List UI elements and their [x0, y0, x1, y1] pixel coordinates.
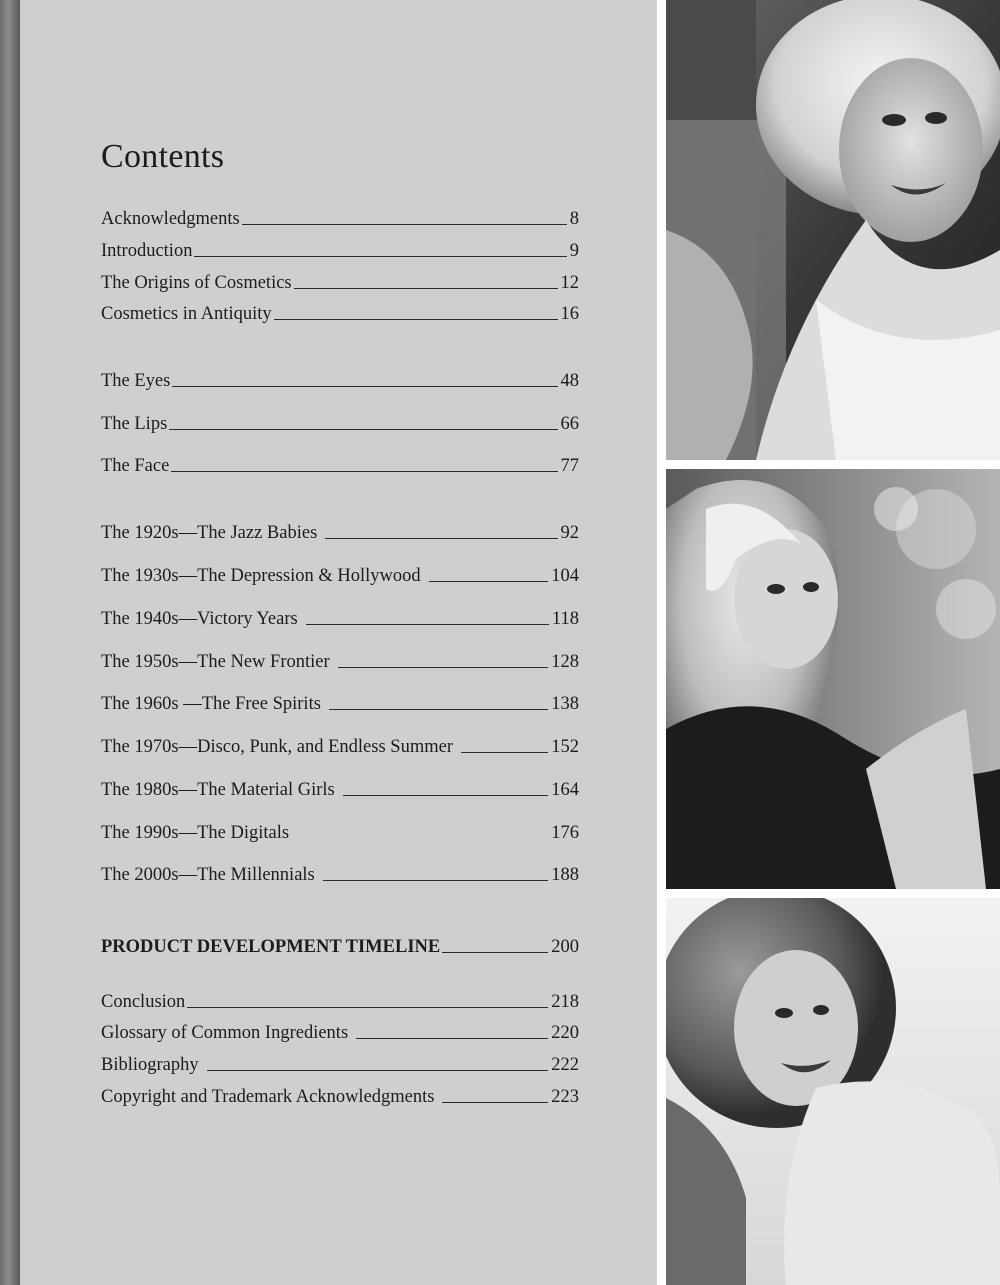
toc-entry-conclusion[interactable]: [101, 987, 579, 1013]
toc-entry-page: 152: [551, 737, 579, 757]
toc-entry-page: 12: [560, 273, 579, 293]
portrait-photo-middle: [666, 469, 1000, 889]
toc-entry-page: 8: [569, 209, 579, 229]
toc-entry-origins[interactable]: [101, 268, 579, 294]
dot-leader: [329, 709, 548, 710]
toc-entry-label: Cosmetics in Antiquity: [101, 304, 272, 324]
dot-leader: [323, 880, 549, 881]
toc-entry-page: 164: [551, 780, 579, 800]
toc-entry-page: 200: [551, 937, 579, 957]
toc-entry-label: Acknowledgments: [101, 209, 240, 229]
toc-entry-acknowledgments[interactable]: [101, 204, 579, 230]
toc-entry-page: 16: [560, 304, 579, 324]
dot-leader: [442, 952, 548, 953]
dot-leader: [194, 256, 566, 257]
toc-entry-label: The Eyes: [101, 371, 171, 391]
toc-entry-label: The Lips: [101, 414, 168, 434]
toc-entry-page: 48: [560, 371, 579, 391]
toc-entry-label: Bibliography: [101, 1055, 199, 1075]
toc-entry-label: The 1950s—The New Frontier: [101, 652, 330, 672]
toc-entry-1990s[interactable]: [101, 818, 579, 844]
toc-entry-page: 222: [551, 1055, 579, 1075]
toc-entry-page: 223: [551, 1087, 579, 1107]
toc-entry-1970s[interactable]: [101, 732, 579, 758]
dot-leader: [187, 1007, 548, 1008]
toc-entry-1940s[interactable]: [101, 604, 579, 630]
toc-entry-antiquity[interactable]: [101, 299, 579, 325]
toc-entry-label: The 1930s—The Depression & Hollywood: [101, 566, 421, 586]
toc-entry-2000s[interactable]: [101, 860, 579, 886]
toc-entry-label: The Origins of Cosmetics: [101, 273, 292, 293]
dot-leader: [294, 288, 558, 289]
toc-entry-page: 92: [560, 523, 579, 543]
toc-entry-page: 77: [560, 456, 579, 476]
portrait-photo-bottom: [666, 898, 1000, 1285]
toc-entry-bibliography[interactable]: [101, 1050, 579, 1076]
dot-leader: [343, 795, 548, 796]
toc-entry-label: Introduction: [101, 241, 193, 261]
dot-leader: [171, 471, 557, 472]
dot-leader: [172, 386, 557, 387]
dot-leader: [338, 667, 549, 668]
toc-entry-label: The 1940s—Victory Years: [101, 609, 298, 629]
toc-entry-page: 128: [551, 652, 579, 672]
dot-leader: [274, 319, 558, 320]
page-title: Contents: [101, 138, 225, 175]
toc-entry-label: PRODUCT DEVELOPMENT TIMELINE: [101, 937, 441, 957]
toc-entry-label: The 1960s —The Free Spirits: [101, 694, 321, 714]
toc-entry-label: Glossary of Common Ingredients: [101, 1023, 349, 1043]
toc-entry-copyright[interactable]: [101, 1082, 579, 1108]
portrait-photo-top: [666, 0, 1000, 460]
adjacent-page-edge: [0, 0, 20, 1285]
toc-entry-label: The Face: [101, 456, 170, 476]
dot-leader: [242, 224, 567, 225]
toc-entry-eyes[interactable]: [101, 366, 579, 392]
toc-entry-page: 188: [551, 865, 579, 885]
toc-entry-page: 66: [560, 414, 579, 434]
toc-entry-label: The 1920s—The Jazz Babies: [101, 523, 318, 543]
dot-leader: [442, 1102, 548, 1103]
dot-leader: [429, 581, 549, 582]
dot-leader: [207, 1070, 549, 1071]
toc-entry-product-timeline[interactable]: [101, 932, 579, 958]
toc-entry-page: 9: [569, 241, 579, 261]
toc-entry-page: 104: [551, 566, 579, 586]
toc-entry-1960s[interactable]: [101, 689, 579, 715]
toc-entry-1950s[interactable]: [101, 647, 579, 673]
toc-entry-page: 220: [551, 1023, 579, 1043]
toc-entry-1930s[interactable]: [101, 561, 579, 587]
toc-entry-page: 176: [551, 823, 579, 843]
toc-entry-lips[interactable]: [101, 409, 579, 435]
toc-entry-1920s[interactable]: [101, 518, 579, 544]
toc-entry-label: The 2000s—The Millennials: [101, 865, 315, 885]
toc-entry-1980s[interactable]: [101, 775, 579, 801]
toc-entry-introduction[interactable]: [101, 236, 579, 262]
dot-leader: [325, 538, 557, 539]
toc-entry-label: Copyright and Trademark Acknowledgments: [101, 1087, 435, 1107]
toc-entry-page: 118: [551, 609, 579, 629]
toc-entry-page: 218: [551, 992, 579, 1012]
toc-entry-label: The 1980s—The Material Girls: [101, 780, 335, 800]
toc-entry-label: Conclusion: [101, 992, 186, 1012]
dot-leader: [461, 752, 548, 753]
dot-leader: [169, 429, 557, 430]
dot-leader: [356, 1038, 548, 1039]
toc-entry-page: 138: [551, 694, 579, 714]
toc-entry-label: The 1970s—Disco, Punk, and Endless Summer: [101, 737, 453, 757]
dot-leader: [306, 624, 549, 625]
toc-entry-face[interactable]: [101, 451, 579, 477]
toc-entry-label: The 1990s—The Digitals: [101, 823, 290, 843]
toc-entry-glossary[interactable]: [101, 1018, 579, 1044]
